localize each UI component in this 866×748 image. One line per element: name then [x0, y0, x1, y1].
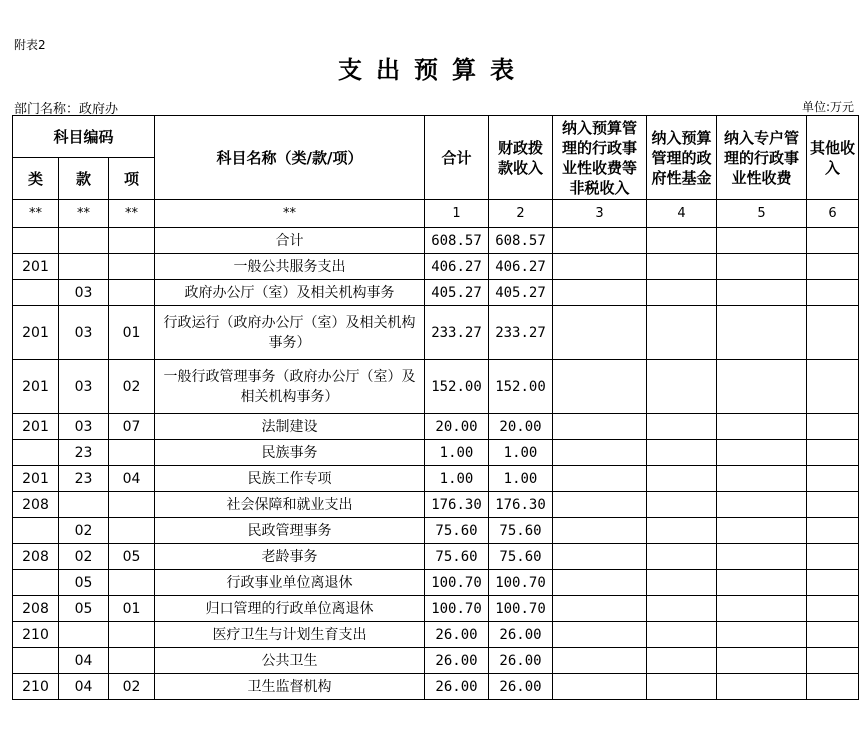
class-code-cell: 201 — [13, 466, 59, 492]
subject-name-cell: 归口管理的行政单位离退休 — [155, 596, 425, 622]
table-row — [13, 440, 859, 466]
other-income-cell — [807, 570, 859, 596]
other-income-cell — [807, 280, 859, 306]
item-code-cell: 02 — [109, 674, 155, 700]
class-code-cell: 208 — [13, 492, 59, 518]
item-code-cell — [109, 228, 155, 254]
other-income-cell — [807, 414, 859, 440]
special-account-fees-cell — [717, 648, 807, 674]
header-total: 合计 — [425, 116, 489, 200]
total-cell: 75.60 — [425, 518, 489, 544]
fiscal-income-cell: 75.60 — [489, 518, 553, 544]
government-fund-cell — [647, 492, 717, 518]
fiscal-income-cell: 26.00 — [489, 622, 553, 648]
index-cell: ** — [13, 200, 59, 228]
section-code-cell: 03 — [59, 360, 109, 414]
item-code-cell: 01 — [109, 596, 155, 622]
header-code-group: 科目编码 — [13, 116, 155, 158]
budget-managed-fees-cell — [553, 306, 647, 360]
subject-name-cell: 社会保障和就业支出 — [155, 492, 425, 518]
index-cell: ** — [109, 200, 155, 228]
subject-name-cell: 民政管理事务 — [155, 518, 425, 544]
government-fund-cell — [647, 674, 717, 700]
subject-name-cell: 公共卫生 — [155, 648, 425, 674]
special-account-fees-cell — [717, 466, 807, 492]
budget-managed-fees-cell — [553, 228, 647, 254]
item-code-cell — [109, 280, 155, 306]
total-cell: 1.00 — [425, 440, 489, 466]
item-code-cell — [109, 492, 155, 518]
other-income-cell — [807, 306, 859, 360]
item-code-cell — [109, 570, 155, 596]
special-account-fees-cell — [717, 544, 807, 570]
class-code-cell — [13, 440, 59, 466]
index-cell: ** — [59, 200, 109, 228]
index-cell: 4 — [647, 200, 717, 228]
special-account-fees-cell — [717, 280, 807, 306]
table-row — [13, 518, 859, 544]
item-code-cell — [109, 518, 155, 544]
total-cell: 26.00 — [425, 648, 489, 674]
fiscal-income-cell: 100.70 — [489, 570, 553, 596]
budget-managed-fees-cell — [553, 280, 647, 306]
section-code-cell: 02 — [59, 518, 109, 544]
index-row — [13, 200, 859, 228]
other-income-cell — [807, 466, 859, 492]
item-code-cell: 02 — [109, 360, 155, 414]
table-row — [13, 254, 859, 280]
government-fund-cell — [647, 518, 717, 544]
government-fund-cell — [647, 622, 717, 648]
header-special-account-fees: 纳入专户管理的行政事业性收费 — [717, 116, 807, 200]
total-cell: 100.70 — [425, 596, 489, 622]
total-cell: 406.27 — [425, 254, 489, 280]
class-code-cell — [13, 570, 59, 596]
section-code-cell: 23 — [59, 466, 109, 492]
item-code-cell: 01 — [109, 306, 155, 360]
header-class: 类 — [13, 158, 59, 200]
table-row — [13, 674, 859, 700]
index-cell: 5 — [717, 200, 807, 228]
table-row — [13, 280, 859, 306]
budget-managed-fees-cell — [553, 360, 647, 414]
class-code-cell — [13, 280, 59, 306]
fiscal-income-cell: 100.70 — [489, 596, 553, 622]
fiscal-income-cell: 176.30 — [489, 492, 553, 518]
special-account-fees-cell — [717, 570, 807, 596]
section-code-cell: 03 — [59, 414, 109, 440]
fiscal-income-cell: 608.57 — [489, 228, 553, 254]
government-fund-cell — [647, 544, 717, 570]
section-code-cell: 02 — [59, 544, 109, 570]
header-other-income: 其他收入 — [807, 116, 859, 200]
header-budget-managed-fees: 纳入预算管理的行政事业性收费等非税收入 — [553, 116, 647, 200]
total-cell: 176.30 — [425, 492, 489, 518]
attachment-note: 附表2 — [14, 38, 46, 52]
budget-table — [12, 115, 859, 700]
government-fund-cell — [647, 228, 717, 254]
total-cell: 405.27 — [425, 280, 489, 306]
special-account-fees-cell — [717, 306, 807, 360]
class-code-cell: 201 — [13, 360, 59, 414]
item-code-cell — [109, 254, 155, 280]
budget-managed-fees-cell — [553, 674, 647, 700]
other-income-cell — [807, 674, 859, 700]
table-row — [13, 570, 859, 596]
fiscal-income-cell: 152.00 — [489, 360, 553, 414]
budget-managed-fees-cell — [553, 544, 647, 570]
budget-managed-fees-cell — [553, 596, 647, 622]
other-income-cell — [807, 622, 859, 648]
fiscal-income-cell: 75.60 — [489, 544, 553, 570]
fiscal-income-cell: 1.00 — [489, 466, 553, 492]
budget-managed-fees-cell — [553, 466, 647, 492]
total-cell: 608.57 — [425, 228, 489, 254]
class-code-cell: 201 — [13, 414, 59, 440]
budget-managed-fees-cell — [553, 648, 647, 674]
budget-managed-fees-cell — [553, 414, 647, 440]
budget-managed-fees-cell — [553, 622, 647, 648]
other-income-cell — [807, 440, 859, 466]
fiscal-income-cell: 233.27 — [489, 306, 553, 360]
item-code-cell: 05 — [109, 544, 155, 570]
budget-managed-fees-cell — [553, 440, 647, 466]
fiscal-income-cell: 1.00 — [489, 440, 553, 466]
budget-managed-fees-cell — [553, 570, 647, 596]
table-row — [13, 544, 859, 570]
section-code-cell: 03 — [59, 280, 109, 306]
section-code-cell: 03 — [59, 306, 109, 360]
government-fund-cell — [647, 254, 717, 280]
table-row — [13, 306, 859, 360]
subject-name-cell: 一般行政管理事务（政府办公厅（室）及相关机构事务） — [155, 360, 425, 414]
item-code-cell: 04 — [109, 466, 155, 492]
table-row — [13, 622, 859, 648]
special-account-fees-cell — [717, 596, 807, 622]
fiscal-income-cell: 20.00 — [489, 414, 553, 440]
subject-name-cell: 行政运行（政府办公厅（室）及相关机构事务） — [155, 306, 425, 360]
subject-name-cell: 老龄事务 — [155, 544, 425, 570]
table-row — [13, 414, 859, 440]
subject-name-cell: 医疗卫生与计划生育支出 — [155, 622, 425, 648]
government-fund-cell — [647, 648, 717, 674]
total-cell: 75.60 — [425, 544, 489, 570]
index-cell: 2 — [489, 200, 553, 228]
index-cell: 6 — [807, 200, 859, 228]
other-income-cell — [807, 518, 859, 544]
subject-name-cell: 民族工作专项 — [155, 466, 425, 492]
header-item: 项 — [109, 158, 155, 200]
government-fund-cell — [647, 414, 717, 440]
section-code-cell — [59, 228, 109, 254]
other-income-cell — [807, 228, 859, 254]
class-code-cell — [13, 228, 59, 254]
special-account-fees-cell — [717, 228, 807, 254]
fiscal-income-cell: 26.00 — [489, 674, 553, 700]
total-cell: 100.70 — [425, 570, 489, 596]
table-row — [13, 360, 859, 414]
government-fund-cell — [647, 466, 717, 492]
section-code-cell — [59, 492, 109, 518]
fiscal-income-cell: 406.27 — [489, 254, 553, 280]
subject-name-cell: 行政事业单位离退休 — [155, 570, 425, 596]
table-row — [13, 228, 859, 254]
item-code-cell — [109, 440, 155, 466]
budget-managed-fees-cell — [553, 254, 647, 280]
header-section: 款 — [59, 158, 109, 200]
government-fund-cell — [647, 360, 717, 414]
other-income-cell — [807, 648, 859, 674]
government-fund-cell — [647, 570, 717, 596]
special-account-fees-cell — [717, 492, 807, 518]
subject-name-cell: 政府办公厅（室）及相关机构事务 — [155, 280, 425, 306]
special-account-fees-cell — [717, 622, 807, 648]
department-label: 部门名称：政府办 — [14, 102, 119, 117]
section-code-cell: 23 — [59, 440, 109, 466]
section-code-cell — [59, 254, 109, 280]
table-row — [13, 466, 859, 492]
special-account-fees-cell — [717, 674, 807, 700]
special-account-fees-cell — [717, 518, 807, 544]
government-fund-cell — [647, 280, 717, 306]
total-cell: 26.00 — [425, 674, 489, 700]
section-code-cell: 05 — [59, 596, 109, 622]
subject-name-cell: 民族事务 — [155, 440, 425, 466]
government-fund-cell — [647, 440, 717, 466]
class-code-cell — [13, 648, 59, 674]
table-row — [13, 492, 859, 518]
index-cell: 1 — [425, 200, 489, 228]
budget-managed-fees-cell — [553, 518, 647, 544]
total-cell: 1.00 — [425, 466, 489, 492]
other-income-cell — [807, 544, 859, 570]
page-title: 支出预算表 — [338, 56, 528, 84]
subject-name-cell: 法制建设 — [155, 414, 425, 440]
class-code-cell: 210 — [13, 622, 59, 648]
special-account-fees-cell — [717, 440, 807, 466]
item-code-cell — [109, 648, 155, 674]
total-cell: 152.00 — [425, 360, 489, 414]
index-cell: 3 — [553, 200, 647, 228]
table-row — [13, 648, 859, 674]
item-code-cell — [109, 622, 155, 648]
fiscal-income-cell: 405.27 — [489, 280, 553, 306]
special-account-fees-cell — [717, 254, 807, 280]
other-income-cell — [807, 492, 859, 518]
table-row — [13, 596, 859, 622]
subject-name-cell: 合计 — [155, 228, 425, 254]
index-cell: ** — [155, 200, 425, 228]
class-code-cell: 201 — [13, 254, 59, 280]
total-cell: 233.27 — [425, 306, 489, 360]
class-code-cell — [13, 518, 59, 544]
class-code-cell: 208 — [13, 544, 59, 570]
class-code-cell: 208 — [13, 596, 59, 622]
special-account-fees-cell — [717, 360, 807, 414]
other-income-cell — [807, 596, 859, 622]
section-code-cell: 04 — [59, 648, 109, 674]
header-subject-name: 科目名称（类/款/项） — [155, 116, 425, 200]
class-code-cell: 201 — [13, 306, 59, 360]
item-code-cell: 07 — [109, 414, 155, 440]
total-cell: 26.00 — [425, 622, 489, 648]
class-code-cell: 210 — [13, 674, 59, 700]
government-fund-cell — [647, 596, 717, 622]
other-income-cell — [807, 254, 859, 280]
unit-label: 单位:万元 — [801, 100, 854, 114]
other-income-cell — [807, 360, 859, 414]
subject-name-cell: 卫生监督机构 — [155, 674, 425, 700]
header-government-fund: 纳入预算管理的政府性基金 — [647, 116, 717, 200]
fiscal-income-cell: 26.00 — [489, 648, 553, 674]
section-code-cell: 04 — [59, 674, 109, 700]
section-code-cell — [59, 622, 109, 648]
total-cell: 20.00 — [425, 414, 489, 440]
special-account-fees-cell — [717, 414, 807, 440]
header-fiscal-income: 财政拨款收入 — [489, 116, 553, 200]
budget-managed-fees-cell — [553, 492, 647, 518]
section-code-cell: 05 — [59, 570, 109, 596]
subject-name-cell: 一般公共服务支出 — [155, 254, 425, 280]
government-fund-cell — [647, 306, 717, 360]
